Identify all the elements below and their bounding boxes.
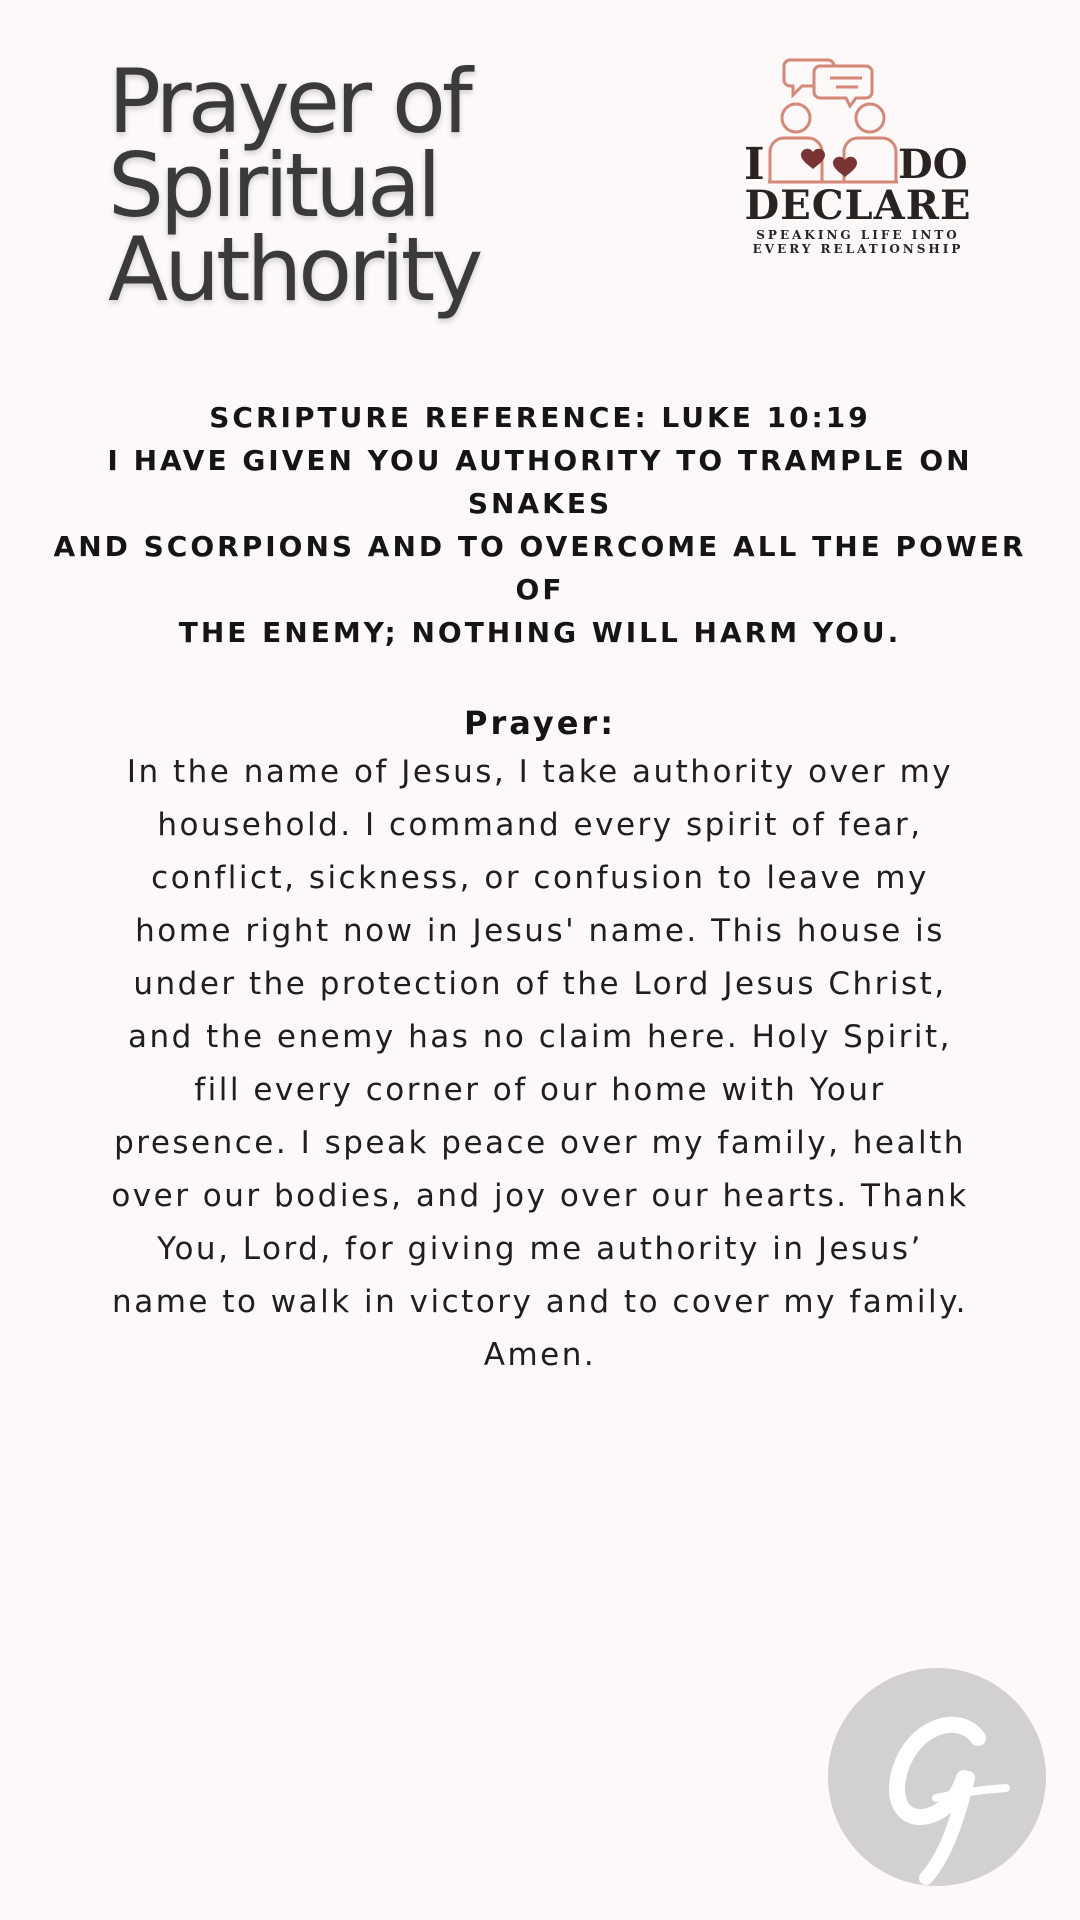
scripture-block [40,396,1040,654]
prayer-line: name to walk in victory and to cover my family. [112,1284,968,1320]
prayer-line: household. I command every spirit of fear, [157,807,923,843]
prayer-line: under the protection of the Lord Jesus Christ, [133,966,947,1002]
logo-tagline-line: EVERY RELATIONSHIP [752,242,964,256]
prayer-heading: Prayer: [464,704,616,742]
scripture-verse-line: AND SCORPIONS AND TO OVERCOME ALL THE POWER OF [53,530,1027,606]
logo-word-do: DO [898,141,968,188]
prayer-line: home right now in Jesus' name. This house is [135,913,945,949]
prayer-line: conflict, sickness, or confusion to leave my [151,860,929,896]
prayer-line: over our bodies, and joy over our hearts. Thank [111,1178,969,1214]
scripture-verse-line: I HAVE GIVEN YOU AUTHORITY TO TRAMPLE ON SNAKES [107,444,973,520]
logo-word-declare: DECLARE [744,182,972,229]
prayer-line: fill every corner of our home with Your [194,1072,886,1108]
i-do-declare-logo [738,52,978,262]
title-line: Spiritual [108,134,438,237]
g-monogram-icon [828,1668,1046,1886]
prayer-line: In the name of Jesus, I take authority over my [126,754,954,790]
prayer-section [60,700,1020,1382]
page-title [108,50,480,321]
prayer-body [60,746,1020,1382]
prayer-line: and the enemy has no claim here. Holy Spirit, [127,1019,953,1055]
title-line: Prayer of [108,50,469,153]
prayer-line: presence. I speak peace over my family, health [114,1125,966,1161]
scripture-reference: SCRIPTURE REFERENCE: LUKE 10:19 [209,401,871,434]
scripture-verse-line: THE ENEMY; NOTHING WILL HARM YOU. [178,616,902,649]
title-line: Authority [108,218,480,321]
g-monogram-watermark [828,1668,1046,1886]
prayer-line: Amen. [483,1337,597,1373]
logo-tagline-line: SPEAKING LIFE INTO [756,228,960,242]
prayer-line: You, Lord, for giving me authority in Jesus’ [157,1231,923,1267]
logo-word-i: I [744,139,765,190]
